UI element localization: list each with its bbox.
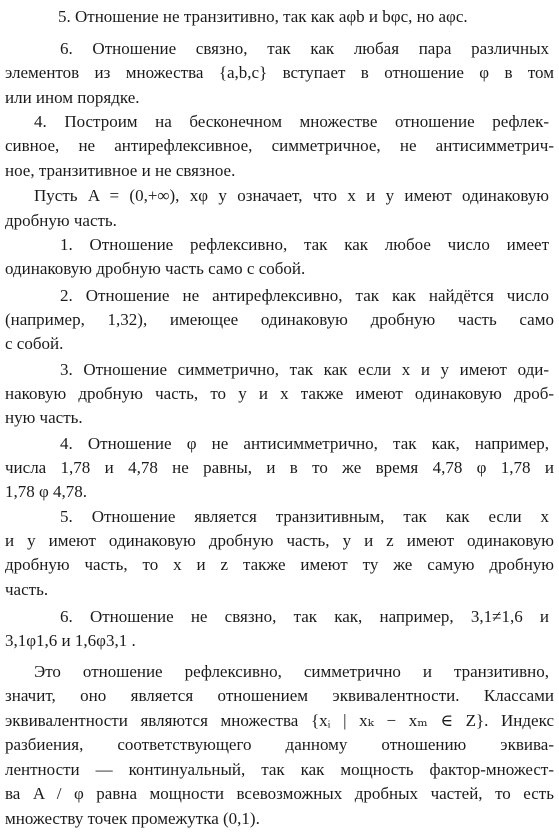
text-line: 2. Отношение не антирефлексивно, так как найдётся число	[60, 286, 549, 305]
text-line: 4. Отношение φ не антисимметрично, так как, например,	[60, 434, 549, 453]
text-line: наковую дробную часть, то y и x также имеют одинаковую дроб-	[5, 384, 554, 403]
text-line: 4. Построим на бесконечном множестве отношение рефлек-	[34, 112, 549, 131]
text-line: ва A / φ равна мощности всевозможных дробных частей, то есть	[5, 784, 554, 803]
text-line: числа 1,78 и 4,78 не равны, и в то же время 4,78 φ 1,78 и	[5, 458, 554, 477]
text-line: 3,1φ1,6 и 1,6φ3,1 .	[5, 631, 136, 650]
text-line: дробную часть.	[5, 211, 117, 230]
text-line: ное, транзитивное и не связное.	[5, 161, 236, 180]
text-line: или ином порядке.	[5, 88, 140, 107]
text-line: Пусть A = (0,+∞), xφ y означает, что x и y имеют одинаковую	[34, 186, 549, 205]
text-line: с собой.	[5, 334, 64, 353]
text-line: и y имеют одинаковую дробную часть, y и z имеют одинаковую	[5, 531, 554, 550]
text-line: значит, оно является отношением эквивалентности. Классами	[5, 686, 554, 705]
text-line: 6. Отношение связно, так как любая пара различных	[60, 39, 549, 58]
text-line: часть.	[5, 580, 49, 599]
text-line: 5. Отношение не транзитивно, так как aφb и bφc, но aφc.	[58, 7, 468, 26]
text-line: лентности — континуальный, так как мощность фактор-множест-	[5, 760, 554, 779]
text-line: разбиения, соответствующего данному отношению эквива-	[5, 735, 554, 754]
text-line: 1,78 φ 4,78.	[5, 482, 88, 501]
text-line: сивное, не антирефлексивное, симметричное, не антисимметрич-	[5, 136, 554, 155]
text-line: эквивалентности являются множества {xᵢ | xₖ − xₘ ∈ Z}. Индекс	[5, 711, 554, 730]
text-line: (например, 1,32), имеющее одинаковую дробную часть само	[5, 310, 554, 329]
text-line: одинаковую дробную часть само с собой.	[5, 259, 306, 278]
text-line: элементов из множества {a,b,c} вступает в отношение φ в том	[5, 63, 554, 82]
text-line: 1. Отношение рефлексивно, так как любое число имеет	[60, 235, 549, 254]
text-line: Это отношение рефлексивно, симметрично и транзитивно,	[34, 662, 549, 681]
text-line: множеству точек промежутка (0,1).	[5, 809, 260, 828]
text-line: дробную часть, то x и z также имеют ту же самую дробную	[5, 555, 554, 574]
text-line: ную часть.	[5, 408, 83, 427]
text-line: 5. Отношение является транзитивным, так как если x	[60, 507, 549, 526]
text-line: 6. Отношение не связно, так как, например, 3,1≠1,6 и	[60, 607, 549, 626]
text-line: 3. Отношение симметрично, так как если x и y имеют оди-	[60, 360, 549, 379]
